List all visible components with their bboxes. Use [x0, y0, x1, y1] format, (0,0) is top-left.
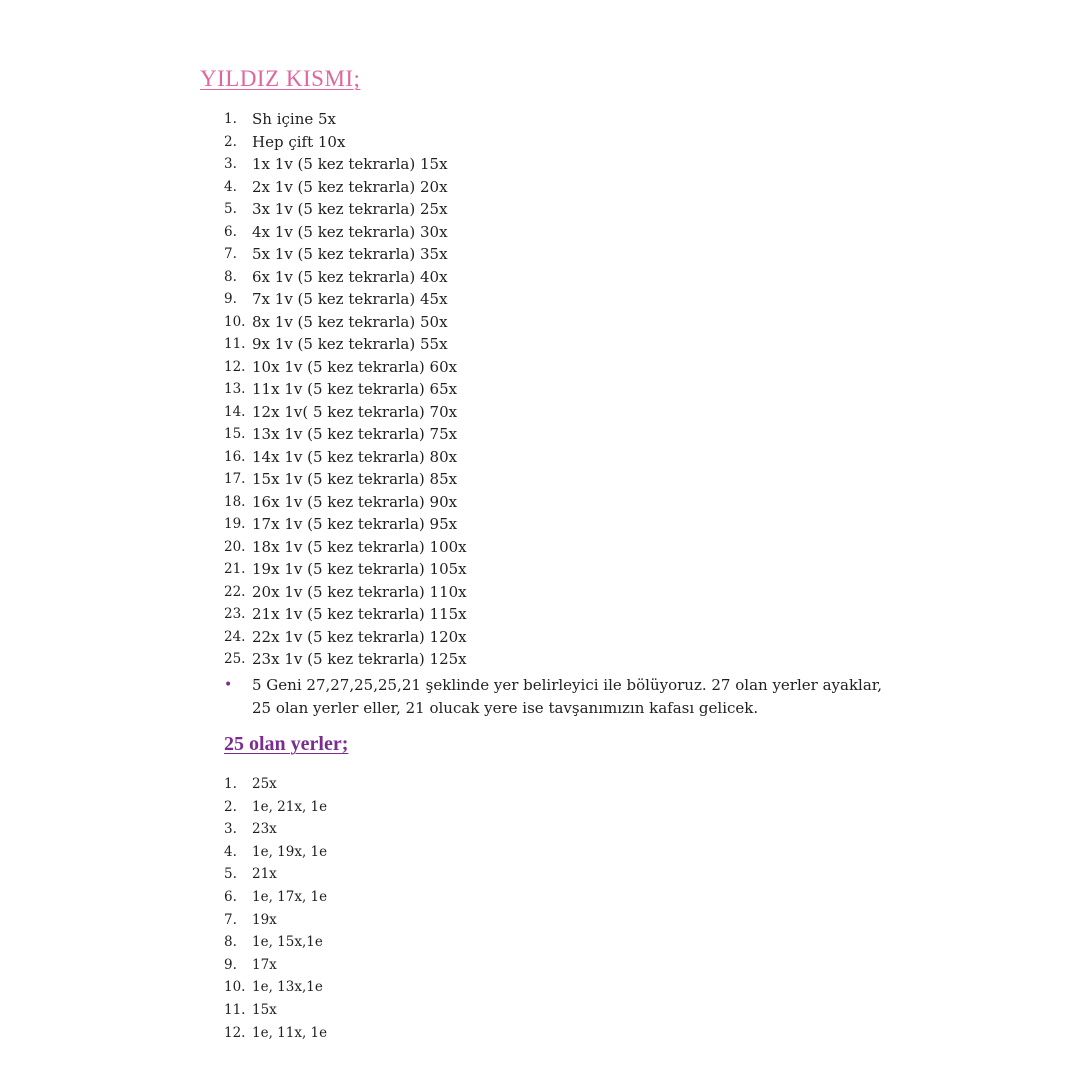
list-item: 15. 13x 1v (5 kez tekrarla) 75x	[224, 425, 458, 443]
list-item: 11. 9x 1v (5 kez tekrarla) 55x	[224, 335, 448, 353]
list-item: 7. 19x	[224, 911, 277, 928]
list-item: 8. 6x 1v (5 kez tekrarla) 40x	[224, 267, 448, 286]
list-item: 21. 19x 1v (5 kez tekrarla) 105x	[224, 560, 467, 578]
list-item: 10. 1e, 13x,1e	[224, 979, 323, 996]
list-item: 12. 1e, 11x, 1e	[224, 1024, 328, 1041]
divider-note	[224, 674, 884, 720]
list-item: 10. 8x 1v (5 kez tekrarla) 50x	[224, 312, 448, 331]
section-heading-star-part: YILDIZ KISMI;	[200, 66, 361, 91]
section-heading-25-places: 25 olan yerler;	[224, 733, 349, 755]
list-item: 14. 12x 1v( 5 kez tekrarla) 70x	[224, 402, 458, 421]
list-item: 1. Sh içine 5x	[224, 110, 337, 128]
list-item: 24. 22x 1v (5 kez tekrarla) 120x	[224, 627, 467, 646]
list-item: 9. 7x 1v (5 kez tekrarla) 45x	[224, 290, 448, 308]
list-item: 22. 20x 1v (5 kez tekrarla) 110x	[224, 582, 467, 601]
list-item: 5. 3x 1v (5 kez tekrarla) 25x	[224, 200, 448, 218]
list-item: 7. 5x 1v (5 kez tekrarla) 35x	[224, 245, 448, 263]
list-item: 6. 4x 1v (5 kez tekrarla) 30x	[224, 222, 448, 241]
list-item: 4. 1e, 19x, 1e	[224, 843, 328, 860]
bullet-icon: •	[224, 677, 233, 693]
list-item: 25. 23x 1v (5 kez tekrarla) 125x	[224, 650, 467, 668]
list-item: 2. Hep çift 10x	[224, 132, 346, 151]
list-item: 19. 17x 1v (5 kez tekrarla) 95x	[224, 515, 458, 533]
list-item: 11. 15x	[224, 1001, 277, 1018]
list-item: 16. 14x 1v (5 kez tekrarla) 80x	[224, 447, 458, 466]
list-item: 5. 21x	[224, 866, 277, 883]
list-item: 1. 25x	[224, 776, 277, 792]
list-item: 12. 10x 1v (5 kez tekrarla) 60x	[224, 357, 458, 376]
list-item: 3. 23x	[224, 821, 277, 838]
list-item: 20. 18x 1v (5 kez tekrarla) 100x	[224, 537, 467, 556]
list-item: 3. 1x 1v (5 kez tekrarla) 15x	[224, 155, 448, 173]
25-places-steps-list	[224, 773, 327, 1044]
list-item: 18. 16x 1v (5 kez tekrarla) 90x	[224, 492, 458, 511]
list-item: 2. 1e, 21x, 1e	[224, 798, 328, 815]
star-part-steps-list	[224, 108, 467, 671]
list-item: 6. 1e, 17x, 1e	[224, 888, 328, 905]
list-item: 8. 1e, 15x,1e	[224, 934, 323, 951]
list-item: 9. 17x	[224, 956, 277, 973]
note-text: 5 Geni 27,27,25,25,21 şeklinde yer belirleyici ile bölüyoruz. 27 olan yerler ayaklar, 25 olan yerler eller, 21 olucak yere ise tavşanımızın kafası gelicek.	[252, 676, 883, 717]
list-item: 23. 21x 1v (5 kez tekrarla) 115x	[224, 605, 467, 623]
list-item: 13. 11x 1v (5 kez tekrarla) 65x	[224, 380, 458, 398]
list-item: 17. 15x 1v (5 kez tekrarla) 85x	[224, 470, 458, 488]
list-item: 4. 2x 1v (5 kez tekrarla) 20x	[224, 177, 448, 196]
